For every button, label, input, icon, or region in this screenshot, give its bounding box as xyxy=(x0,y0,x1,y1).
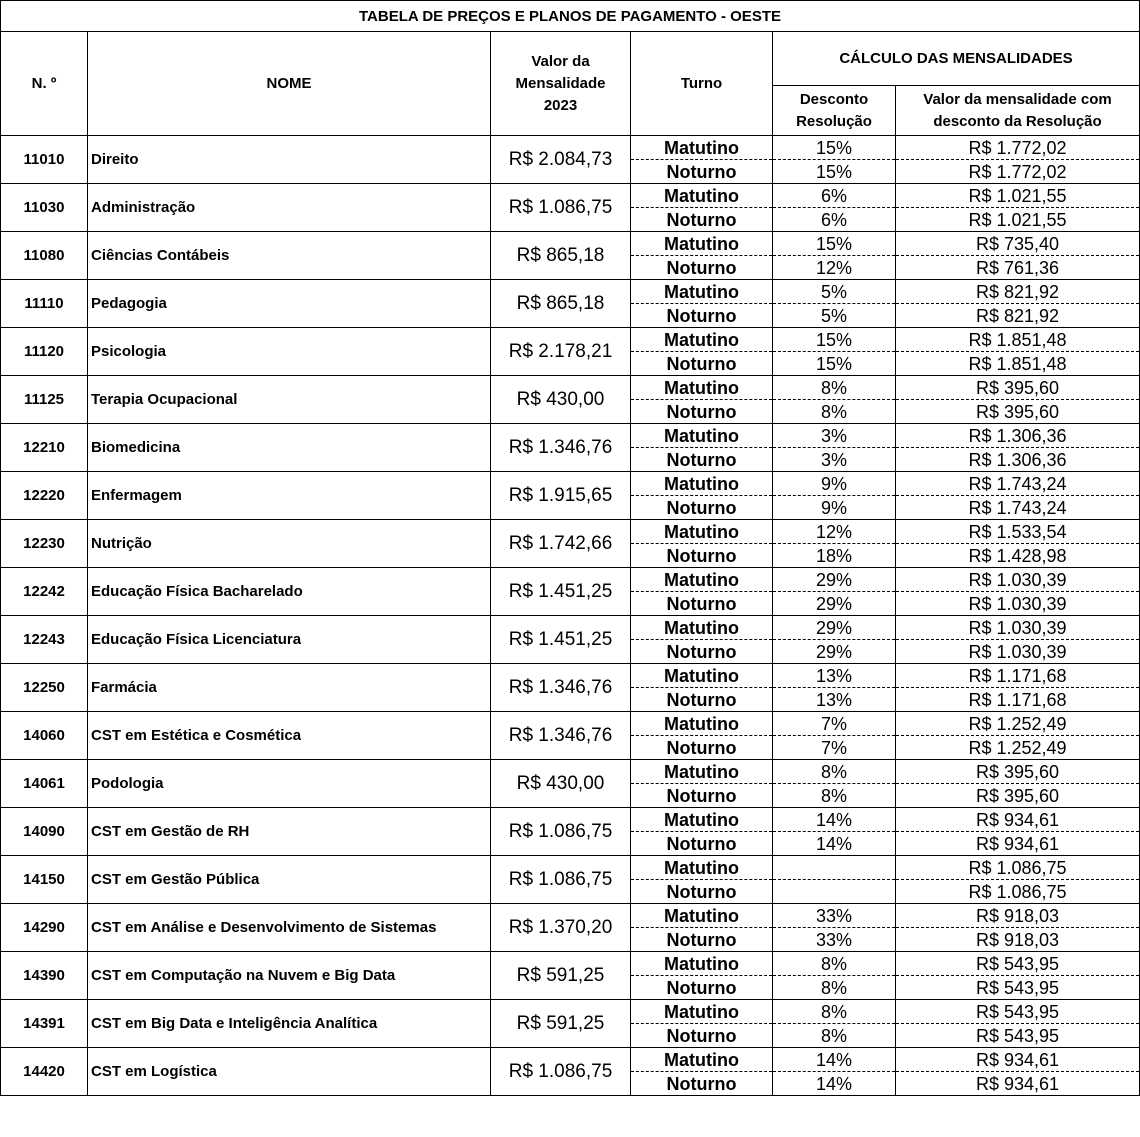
discounted-value: R$ 1.021,55 xyxy=(896,184,1140,208)
shift-label: Matutino xyxy=(631,184,773,208)
course-name: CST em Estética e Cosmética xyxy=(88,712,491,760)
table-row xyxy=(1,760,1140,784)
table-row xyxy=(1,616,1140,640)
shift-label: Matutino xyxy=(631,1048,773,1072)
shift-label: Noturno xyxy=(631,352,773,376)
shift-label: Matutino xyxy=(631,472,773,496)
course-code: 11080 xyxy=(1,232,88,280)
discounted-value: R$ 1.021,55 xyxy=(896,208,1140,232)
discount-percent: 33% xyxy=(773,904,896,928)
header-discount: Desconto Resolução xyxy=(773,86,896,136)
table-row xyxy=(1,712,1140,736)
shift-label: Matutino xyxy=(631,136,773,160)
discount-percent: 8% xyxy=(773,400,896,424)
shift-label: Noturno xyxy=(631,592,773,616)
table-row xyxy=(1,568,1140,592)
discount-percent: 8% xyxy=(773,1000,896,1024)
course-name: CST em Logística xyxy=(88,1048,491,1096)
discount-percent: 3% xyxy=(773,448,896,472)
shift-label: Noturno xyxy=(631,736,773,760)
table-row xyxy=(1,424,1140,448)
monthly-price: R$ 1.086,75 xyxy=(491,184,631,232)
monthly-price: R$ 2.084,73 xyxy=(491,136,631,184)
course-name: Ciências Contábeis xyxy=(88,232,491,280)
discounted-value: R$ 821,92 xyxy=(896,280,1140,304)
shift-label: Matutino xyxy=(631,232,773,256)
course-name: CST em Computação na Nuvem e Big Data xyxy=(88,952,491,1000)
discounted-value: R$ 1.252,49 xyxy=(896,712,1140,736)
discounted-value: R$ 395,60 xyxy=(896,760,1140,784)
shift-label: Noturno xyxy=(631,976,773,1000)
course-name: Pedagogia xyxy=(88,280,491,328)
discount-percent: 33% xyxy=(773,928,896,952)
discount-percent: 5% xyxy=(773,280,896,304)
course-code: 11010 xyxy=(1,136,88,184)
discount-percent: 7% xyxy=(773,712,896,736)
course-code: 14061 xyxy=(1,760,88,808)
discounted-value: R$ 1.428,98 xyxy=(896,544,1140,568)
header-calculation: CÁLCULO DAS MENSALIDADES xyxy=(773,32,1140,86)
shift-label: Noturno xyxy=(631,544,773,568)
discount-percent: 5% xyxy=(773,304,896,328)
course-code: 14391 xyxy=(1,1000,88,1048)
table-row xyxy=(1,328,1140,352)
course-name: CST em Análise e Desenvolvimento de Sistemas xyxy=(88,904,491,952)
table-body xyxy=(1,136,1140,1096)
discounted-value: R$ 1.030,39 xyxy=(896,568,1140,592)
shift-label: Noturno xyxy=(631,832,773,856)
shift-label: Noturno xyxy=(631,1072,773,1096)
monthly-price: R$ 1.086,75 xyxy=(491,808,631,856)
table-row xyxy=(1,808,1140,832)
shift-label: Noturno xyxy=(631,208,773,232)
monthly-price: R$ 430,00 xyxy=(491,376,631,424)
course-code: 12242 xyxy=(1,568,88,616)
discount-percent: 14% xyxy=(773,832,896,856)
discounted-value: R$ 1.306,36 xyxy=(896,448,1140,472)
monthly-price: R$ 1.742,66 xyxy=(491,520,631,568)
shift-label: Matutino xyxy=(631,280,773,304)
course-name: Administração xyxy=(88,184,491,232)
discounted-value: R$ 1.086,75 xyxy=(896,856,1140,880)
discounted-value: R$ 918,03 xyxy=(896,904,1140,928)
discount-percent: 15% xyxy=(773,136,896,160)
shift-label: Matutino xyxy=(631,424,773,448)
discount-percent xyxy=(773,880,896,904)
course-code: 14290 xyxy=(1,904,88,952)
shift-label: Noturno xyxy=(631,880,773,904)
course-code: 14150 xyxy=(1,856,88,904)
shift-label: Noturno xyxy=(631,928,773,952)
course-code: 11110 xyxy=(1,280,88,328)
discounted-value: R$ 821,92 xyxy=(896,304,1140,328)
monthly-price: R$ 2.178,21 xyxy=(491,328,631,376)
course-name: Nutrição xyxy=(88,520,491,568)
shift-label: Matutino xyxy=(631,568,773,592)
course-name: Psicologia xyxy=(88,328,491,376)
discount-percent: 15% xyxy=(773,328,896,352)
discount-percent: 12% xyxy=(773,520,896,544)
discount-percent: 8% xyxy=(773,1024,896,1048)
discount-percent: 15% xyxy=(773,160,896,184)
discount-percent: 9% xyxy=(773,472,896,496)
shift-label: Matutino xyxy=(631,616,773,640)
shift-label: Noturno xyxy=(631,304,773,328)
monthly-price: R$ 1.346,76 xyxy=(491,712,631,760)
discounted-value: R$ 934,61 xyxy=(896,1072,1140,1096)
discount-percent: 12% xyxy=(773,256,896,280)
discounted-value: R$ 1.772,02 xyxy=(896,136,1140,160)
course-code: 14090 xyxy=(1,808,88,856)
course-name: CST em Big Data e Inteligência Analítica xyxy=(88,1000,491,1048)
discounted-value: R$ 395,60 xyxy=(896,400,1140,424)
course-code: 11125 xyxy=(1,376,88,424)
shift-label: Noturno xyxy=(631,784,773,808)
discounted-value: R$ 1.171,68 xyxy=(896,688,1140,712)
table-row xyxy=(1,376,1140,400)
table-row xyxy=(1,856,1140,880)
monthly-price: R$ 1.086,75 xyxy=(491,856,631,904)
discount-percent: 14% xyxy=(773,1048,896,1072)
discounted-value: R$ 543,95 xyxy=(896,976,1140,1000)
shift-label: Matutino xyxy=(631,904,773,928)
discounted-value: R$ 1.086,75 xyxy=(896,880,1140,904)
table-row xyxy=(1,664,1140,688)
table-row xyxy=(1,1000,1140,1024)
course-name: Biomedicina xyxy=(88,424,491,472)
discounted-value: R$ 543,95 xyxy=(896,1000,1140,1024)
shift-label: Noturno xyxy=(631,448,773,472)
shift-label: Noturno xyxy=(631,256,773,280)
discounted-value: R$ 934,61 xyxy=(896,1048,1140,1072)
discounted-value: R$ 1.252,49 xyxy=(896,736,1140,760)
shift-label: Matutino xyxy=(631,856,773,880)
discounted-value: R$ 1.030,39 xyxy=(896,616,1140,640)
course-name: CST em Gestão Pública xyxy=(88,856,491,904)
discount-percent: 8% xyxy=(773,784,896,808)
discounted-value: R$ 934,61 xyxy=(896,808,1140,832)
monthly-price: R$ 591,25 xyxy=(491,1000,631,1048)
course-code: 11120 xyxy=(1,328,88,376)
discounted-value: R$ 1.533,54 xyxy=(896,520,1140,544)
monthly-price: R$ 1.086,75 xyxy=(491,1048,631,1096)
discount-percent: 3% xyxy=(773,424,896,448)
table-row xyxy=(1,952,1140,976)
discounted-value: R$ 761,36 xyxy=(896,256,1140,280)
discount-percent: 15% xyxy=(773,232,896,256)
monthly-price: R$ 591,25 xyxy=(491,952,631,1000)
course-name: Enfermagem xyxy=(88,472,491,520)
discount-percent: 8% xyxy=(773,376,896,400)
course-name: Direito xyxy=(88,136,491,184)
discount-percent: 13% xyxy=(773,664,896,688)
discounted-value: R$ 735,40 xyxy=(896,232,1140,256)
table-row xyxy=(1,136,1140,160)
header-discounted-value: Valor da mensalidade com desconto da Resolução xyxy=(896,86,1140,136)
discount-percent: 29% xyxy=(773,640,896,664)
table-row xyxy=(1,520,1140,544)
shift-label: Matutino xyxy=(631,328,773,352)
discount-percent: 18% xyxy=(773,544,896,568)
table-row xyxy=(1,280,1140,304)
monthly-price: R$ 1.451,25 xyxy=(491,616,631,664)
header-shift: Turno xyxy=(631,32,773,136)
monthly-price: R$ 1.346,76 xyxy=(491,664,631,712)
course-code: 14420 xyxy=(1,1048,88,1096)
discount-percent: 6% xyxy=(773,208,896,232)
discounted-value: R$ 543,95 xyxy=(896,1024,1140,1048)
discount-percent: 7% xyxy=(773,736,896,760)
discounted-value: R$ 1.171,68 xyxy=(896,664,1140,688)
shift-label: Matutino xyxy=(631,664,773,688)
discounted-value: R$ 918,03 xyxy=(896,928,1140,952)
discount-percent: 13% xyxy=(773,688,896,712)
shift-label: Matutino xyxy=(631,712,773,736)
discount-percent: 29% xyxy=(773,568,896,592)
shift-label: Matutino xyxy=(631,760,773,784)
shift-label: Matutino xyxy=(631,376,773,400)
monthly-price: R$ 1.451,25 xyxy=(491,568,631,616)
table-row xyxy=(1,184,1140,208)
discounted-value: R$ 395,60 xyxy=(896,784,1140,808)
course-code: 12230 xyxy=(1,520,88,568)
discount-percent: 14% xyxy=(773,808,896,832)
discount-percent: 9% xyxy=(773,496,896,520)
discount-percent: 8% xyxy=(773,976,896,1000)
table-row xyxy=(1,904,1140,928)
discount-percent: 6% xyxy=(773,184,896,208)
discount-percent xyxy=(773,856,896,880)
monthly-price: R$ 430,00 xyxy=(491,760,631,808)
shift-label: Matutino xyxy=(631,520,773,544)
header-name: NOME xyxy=(88,32,491,136)
monthly-price: R$ 1.915,65 xyxy=(491,472,631,520)
course-code: 12250 xyxy=(1,664,88,712)
course-name: Terapia Ocupacional xyxy=(88,376,491,424)
discounted-value: R$ 1.743,24 xyxy=(896,496,1140,520)
shift-label: Noturno xyxy=(631,1024,773,1048)
shift-label: Matutino xyxy=(631,1000,773,1024)
discounted-value: R$ 1.306,36 xyxy=(896,424,1140,448)
course-code: 14390 xyxy=(1,952,88,1000)
shift-label: Noturno xyxy=(631,688,773,712)
discounted-value: R$ 1.030,39 xyxy=(896,640,1140,664)
shift-label: Noturno xyxy=(631,640,773,664)
table-row xyxy=(1,1048,1140,1072)
shift-label: Noturno xyxy=(631,400,773,424)
discounted-value: R$ 1.772,02 xyxy=(896,160,1140,184)
discount-percent: 15% xyxy=(773,352,896,376)
discounted-value: R$ 934,61 xyxy=(896,832,1140,856)
course-code: 14060 xyxy=(1,712,88,760)
header-monthly-value: Valor da Mensalidade 2023 xyxy=(491,32,631,136)
table-title: TABELA DE PREÇOS E PLANOS DE PAGAMENTO - OESTE xyxy=(1,1,1140,32)
discounted-value: R$ 543,95 xyxy=(896,952,1140,976)
shift-label: Noturno xyxy=(631,160,773,184)
course-name: Educação Física Licenciatura xyxy=(88,616,491,664)
course-name: Farmácia xyxy=(88,664,491,712)
monthly-price: R$ 1.370,20 xyxy=(491,904,631,952)
course-name: CST em Gestão de RH xyxy=(88,808,491,856)
course-code: 11030 xyxy=(1,184,88,232)
course-name: Podologia xyxy=(88,760,491,808)
shift-label: Matutino xyxy=(631,808,773,832)
discounted-value: R$ 1.851,48 xyxy=(896,352,1140,376)
discounted-value: R$ 1.030,39 xyxy=(896,592,1140,616)
monthly-price: R$ 865,18 xyxy=(491,280,631,328)
discount-percent: 14% xyxy=(773,1072,896,1096)
course-name: Educação Física Bacharelado xyxy=(88,568,491,616)
discounted-value: R$ 1.851,48 xyxy=(896,328,1140,352)
monthly-price: R$ 865,18 xyxy=(491,232,631,280)
course-code: 12243 xyxy=(1,616,88,664)
discount-percent: 8% xyxy=(773,952,896,976)
monthly-price: R$ 1.346,76 xyxy=(491,424,631,472)
discounted-value: R$ 395,60 xyxy=(896,376,1140,400)
discount-percent: 29% xyxy=(773,592,896,616)
header-number: N. º xyxy=(1,32,88,136)
course-code: 12210 xyxy=(1,424,88,472)
table-row xyxy=(1,472,1140,496)
discount-percent: 29% xyxy=(773,616,896,640)
discount-percent: 8% xyxy=(773,760,896,784)
shift-label: Matutino xyxy=(631,952,773,976)
table-row xyxy=(1,232,1140,256)
course-code: 12220 xyxy=(1,472,88,520)
discounted-value: R$ 1.743,24 xyxy=(896,472,1140,496)
shift-label: Noturno xyxy=(631,496,773,520)
